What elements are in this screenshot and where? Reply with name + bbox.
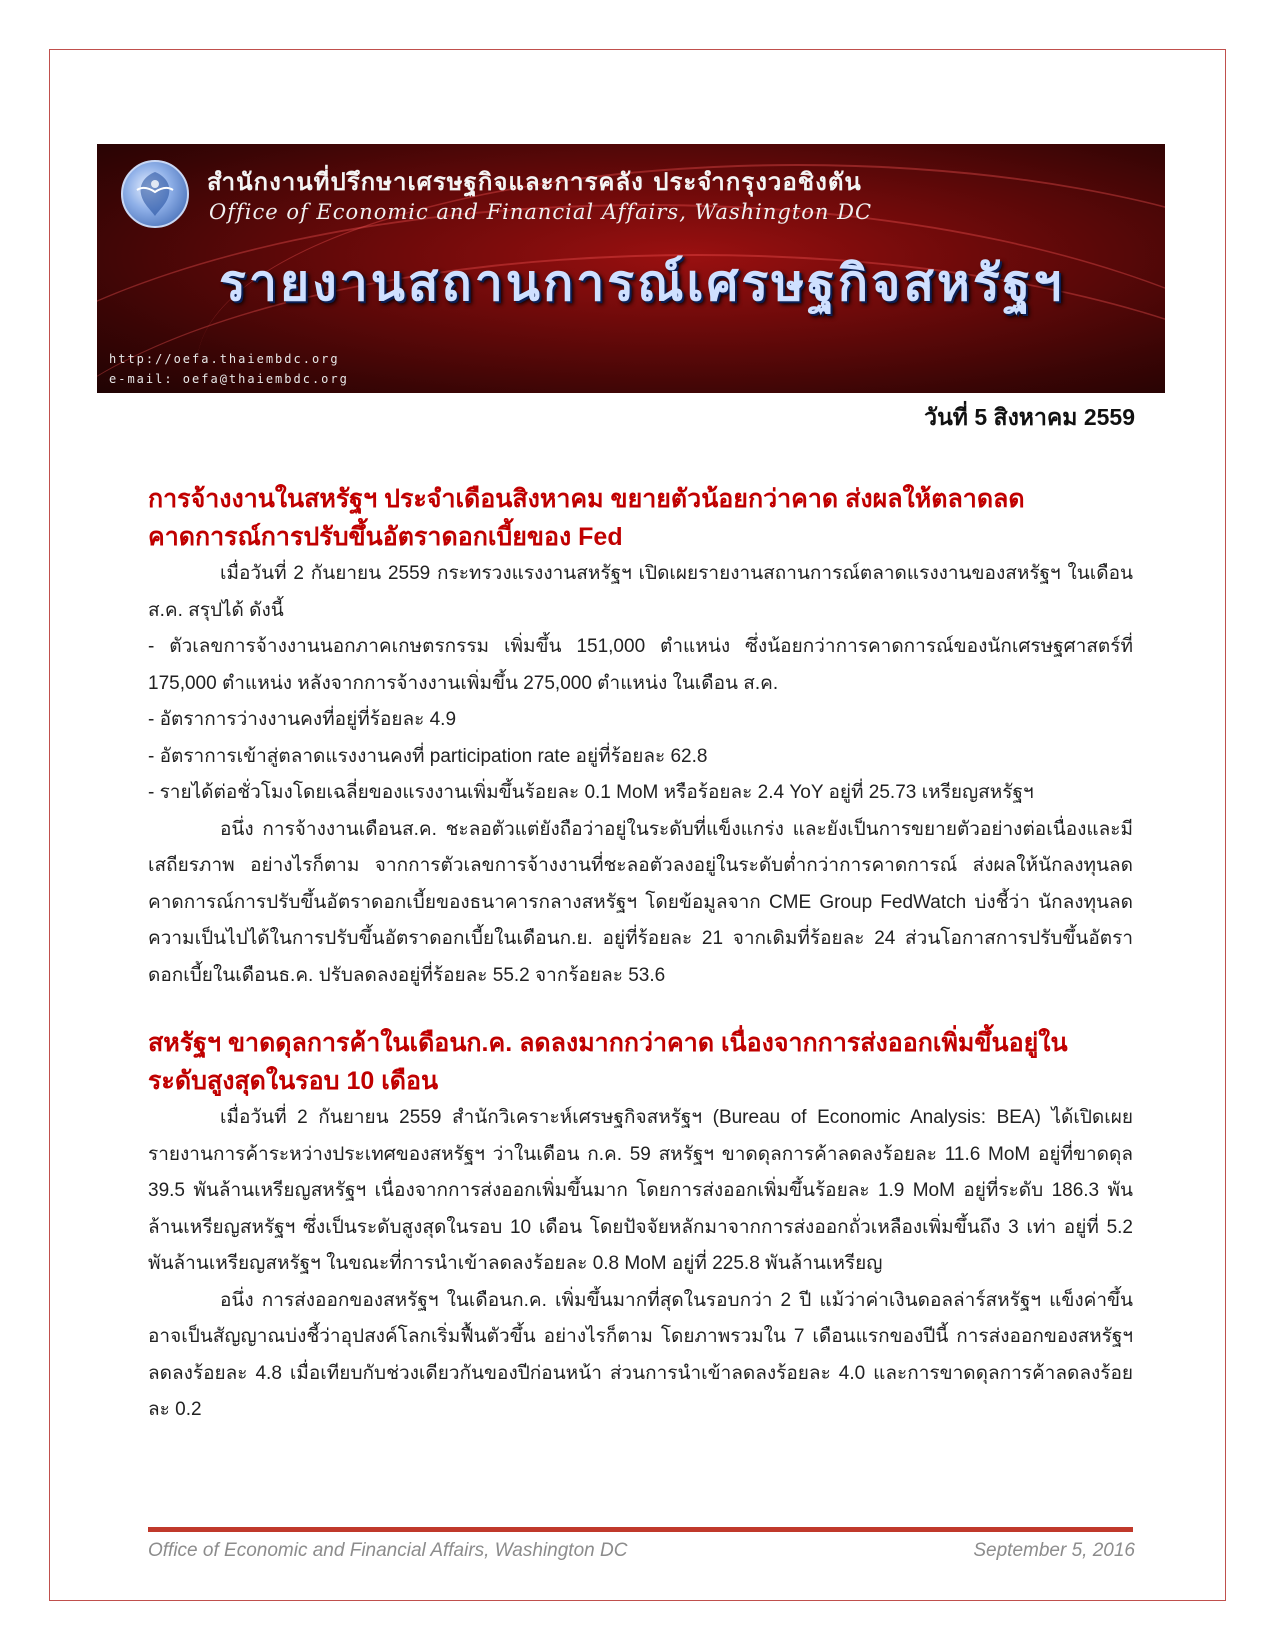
footer-org: Office of Economic and Financial Affairs, Washington DC xyxy=(148,1540,628,1561)
headline-line: การจ้างงานในสหรัฐฯ ประจำเดือนสิงหาคม ขยายตัวน้อยกว่าคาด ส่งผลให้ตลาดลด xyxy=(148,485,1025,513)
headline-line: คาดการณ์การปรับขึ้นอัตราดอกเบี้ยของ Fed xyxy=(148,523,623,551)
paragraph: อนึ่ง การส่งออกของสหรัฐฯ ในเดือนก.ค. เพิ่มขึ้นมากที่สุดในรอบกว่า 2 ปี แม้ว่าค่าเงินดอลล่าร์สหรัฐฯ แข็งค่าขึ้น อาจเป็นสัญญาณบ่งชี้ว่าอุปสงค์โลกเริ่มฟื้นตัวขึ้น อย่างไรก็ตาม โดยภาพรวมใน 7 เดือนแรกของปีนี้ การส่งออกของสหรัฐฯ ลดลงร้อยละ 4.8 เมื่อเทียบกับช่วงเดียวกันของปีก่อนหน้า ส่วนการนำเข้าลดลงร้อยละ 4.0 และการขาดดุลการค้าลดลงร้อยละ 0.2 xyxy=(148,1289,1133,1420)
header-banner xyxy=(97,144,1165,393)
section-headline xyxy=(148,1024,1133,1100)
article-body xyxy=(148,480,1133,1429)
section-trade xyxy=(148,1024,1133,1429)
paragraph: เมื่อวันที่ 2 กันยายน 2559 สำนักวิเคราะห์เศรษฐกิจสหรัฐฯ (Bureau of Economic Analysis: BEA) ได้เปิดเผยรายงานการค้าระหว่างประเทศของสหรัฐฯ ว่าในเดือน ก.ค. 59 สหรัฐฯ ขาดดุลการค้าลดลงร้อยละ 11.6 MoM อยู่ที่ขาดดุล 39.5 พันล้านเหรียญสหรัฐฯ เนื่องจากการส่งออกเพิ่มขึ้นมาก โดยการส่งออกเพิ่มขึ้นร้อยละ 1.9 MoM อยู่ที่ระดับ 186.3 พันล้านเหรียญสหรัฐฯ ซึ่งเป็นระดับสูงสุดในรอบ 10 เดือน โดยปัจจัยหลักมาจากการส่งออกถั่วเหลืองเพิ่มขึ้นถึง 3 เท่า อยู่ที่ 5.2 พันล้านเหรียญสหรัฐฯ ในขณะที่การนำเข้าลดลงร้อยละ 0.8 MoM อยู่ที่ 225.8 พันล้านเหรียญ xyxy=(148,1107,1133,1274)
org-name-english: Office of Economic and Financial Affairs, Washington DC xyxy=(209,200,873,224)
garuda-seal-icon xyxy=(121,160,189,228)
email-link[interactable]: e-mail: oefa@thaiembdc.org xyxy=(109,372,349,386)
bullet-item: - อัตราการว่างงานคงที่อยู่ที่ร้อยละ 4.9 xyxy=(148,709,457,730)
bullet-item: - ตัวเลขการจ้างงานนอกภาคเกษตรกรรม เพิ่มขึ้น 151,000 ตำแหน่ง ซึ่งน้อยกว่าการคาดการณ์ของนักเศรษฐศาสตร์ที่ 175,000 ตำแหน่ง หลังจากการจ้างงานเพิ่มขึ้น 275,000 ตำแหน่ง ในเดือน ส.ค. xyxy=(148,636,1133,694)
bullet-item: - อัตราการเข้าสู่ตลาดแรงงานคงที่ participation rate อยู่ที่ร้อยละ 62.8 xyxy=(148,745,708,767)
paragraph: อนึ่ง การจ้างงานเดือนส.ค. ชะลอตัวแต่ยังถือว่าอยู่ในระดับที่แข็งแกร่ง และยังเป็นการขยายตัวอย่างต่อเนื่องและมีเสถียรภาพ อย่างไรก็ตาม จากการตัวเลขการจ้างงานที่ชะลอตัวลงอยู่ในระดับต่ำกว่าการคาดการณ์ ส่งผลให้นักลงทุนลดคาดการณ์การปรับขึ้นอัตราดอกเบี้ยของธนาคารกลางสหรัฐฯ โดยข้อมูลจาก CME Group FedWatch บ่งชี้ว่า นักลงทุนลดความเป็นไปได้ในการปรับขึ้นอัตราดอกเบี้ยในเดือนก.ย. อยู่ที่ร้อยละ 21 จากเดิมที่ร้อยละ 24 ส่วนโอกาสการปรับขึ้นอัตราดอกเบี้ยในเดือนธ.ค. ปรับลดลงอยู่ที่ร้อยละ 55.2 จากร้อยละ 53.6 xyxy=(148,818,1133,986)
org-name-thai: สำนักงานที่ปรึกษาเศรษฐกิจและการคลัง ประจำกรุงวอชิงตัน xyxy=(207,167,862,196)
paragraph: เมื่อวันที่ 2 กันยายน 2559 กระทรวงแรงงานสหรัฐฯ เปิดเผยรายงานสถานการณ์ตลาดแรงงานของสหรัฐฯ ในเดือนส.ค. สรุปได้ ดังนี้ xyxy=(148,563,1133,621)
report-date: วันที่ 5 สิงหาคม 2559 xyxy=(924,404,1135,430)
headline-line: สหรัฐฯ ขาดดุลการค้าในเดือนก.ค. ลดลงมากกว่าคาด เนื่องจากการส่งออกเพิ่มขึ้นอยู่ใน xyxy=(148,1029,1068,1057)
report-title: รายงานสถานการณ์เศรษฐกิจสหรัฐฯ xyxy=(219,253,1065,312)
section-headline xyxy=(148,480,1133,556)
footer-date: September 5, 2016 xyxy=(973,1540,1135,1561)
bullet-item: - รายได้ต่อชั่วโมงโดยเฉลี่ยของแรงงานเพิ่มขึ้นร้อยละ 0.1 MoM หรือร้อยละ 2.4 YoY อยู่ที่ 25.73 เหรียญสหรัฐฯ xyxy=(148,782,1034,803)
headline-line: ระดับสูงสุดในรอบ 10 เดือน xyxy=(148,1067,439,1095)
website-link[interactable]: http://oefa.thaiembdc.org xyxy=(109,352,340,366)
footer-rule xyxy=(148,1527,1133,1532)
section-employment xyxy=(148,480,1133,994)
